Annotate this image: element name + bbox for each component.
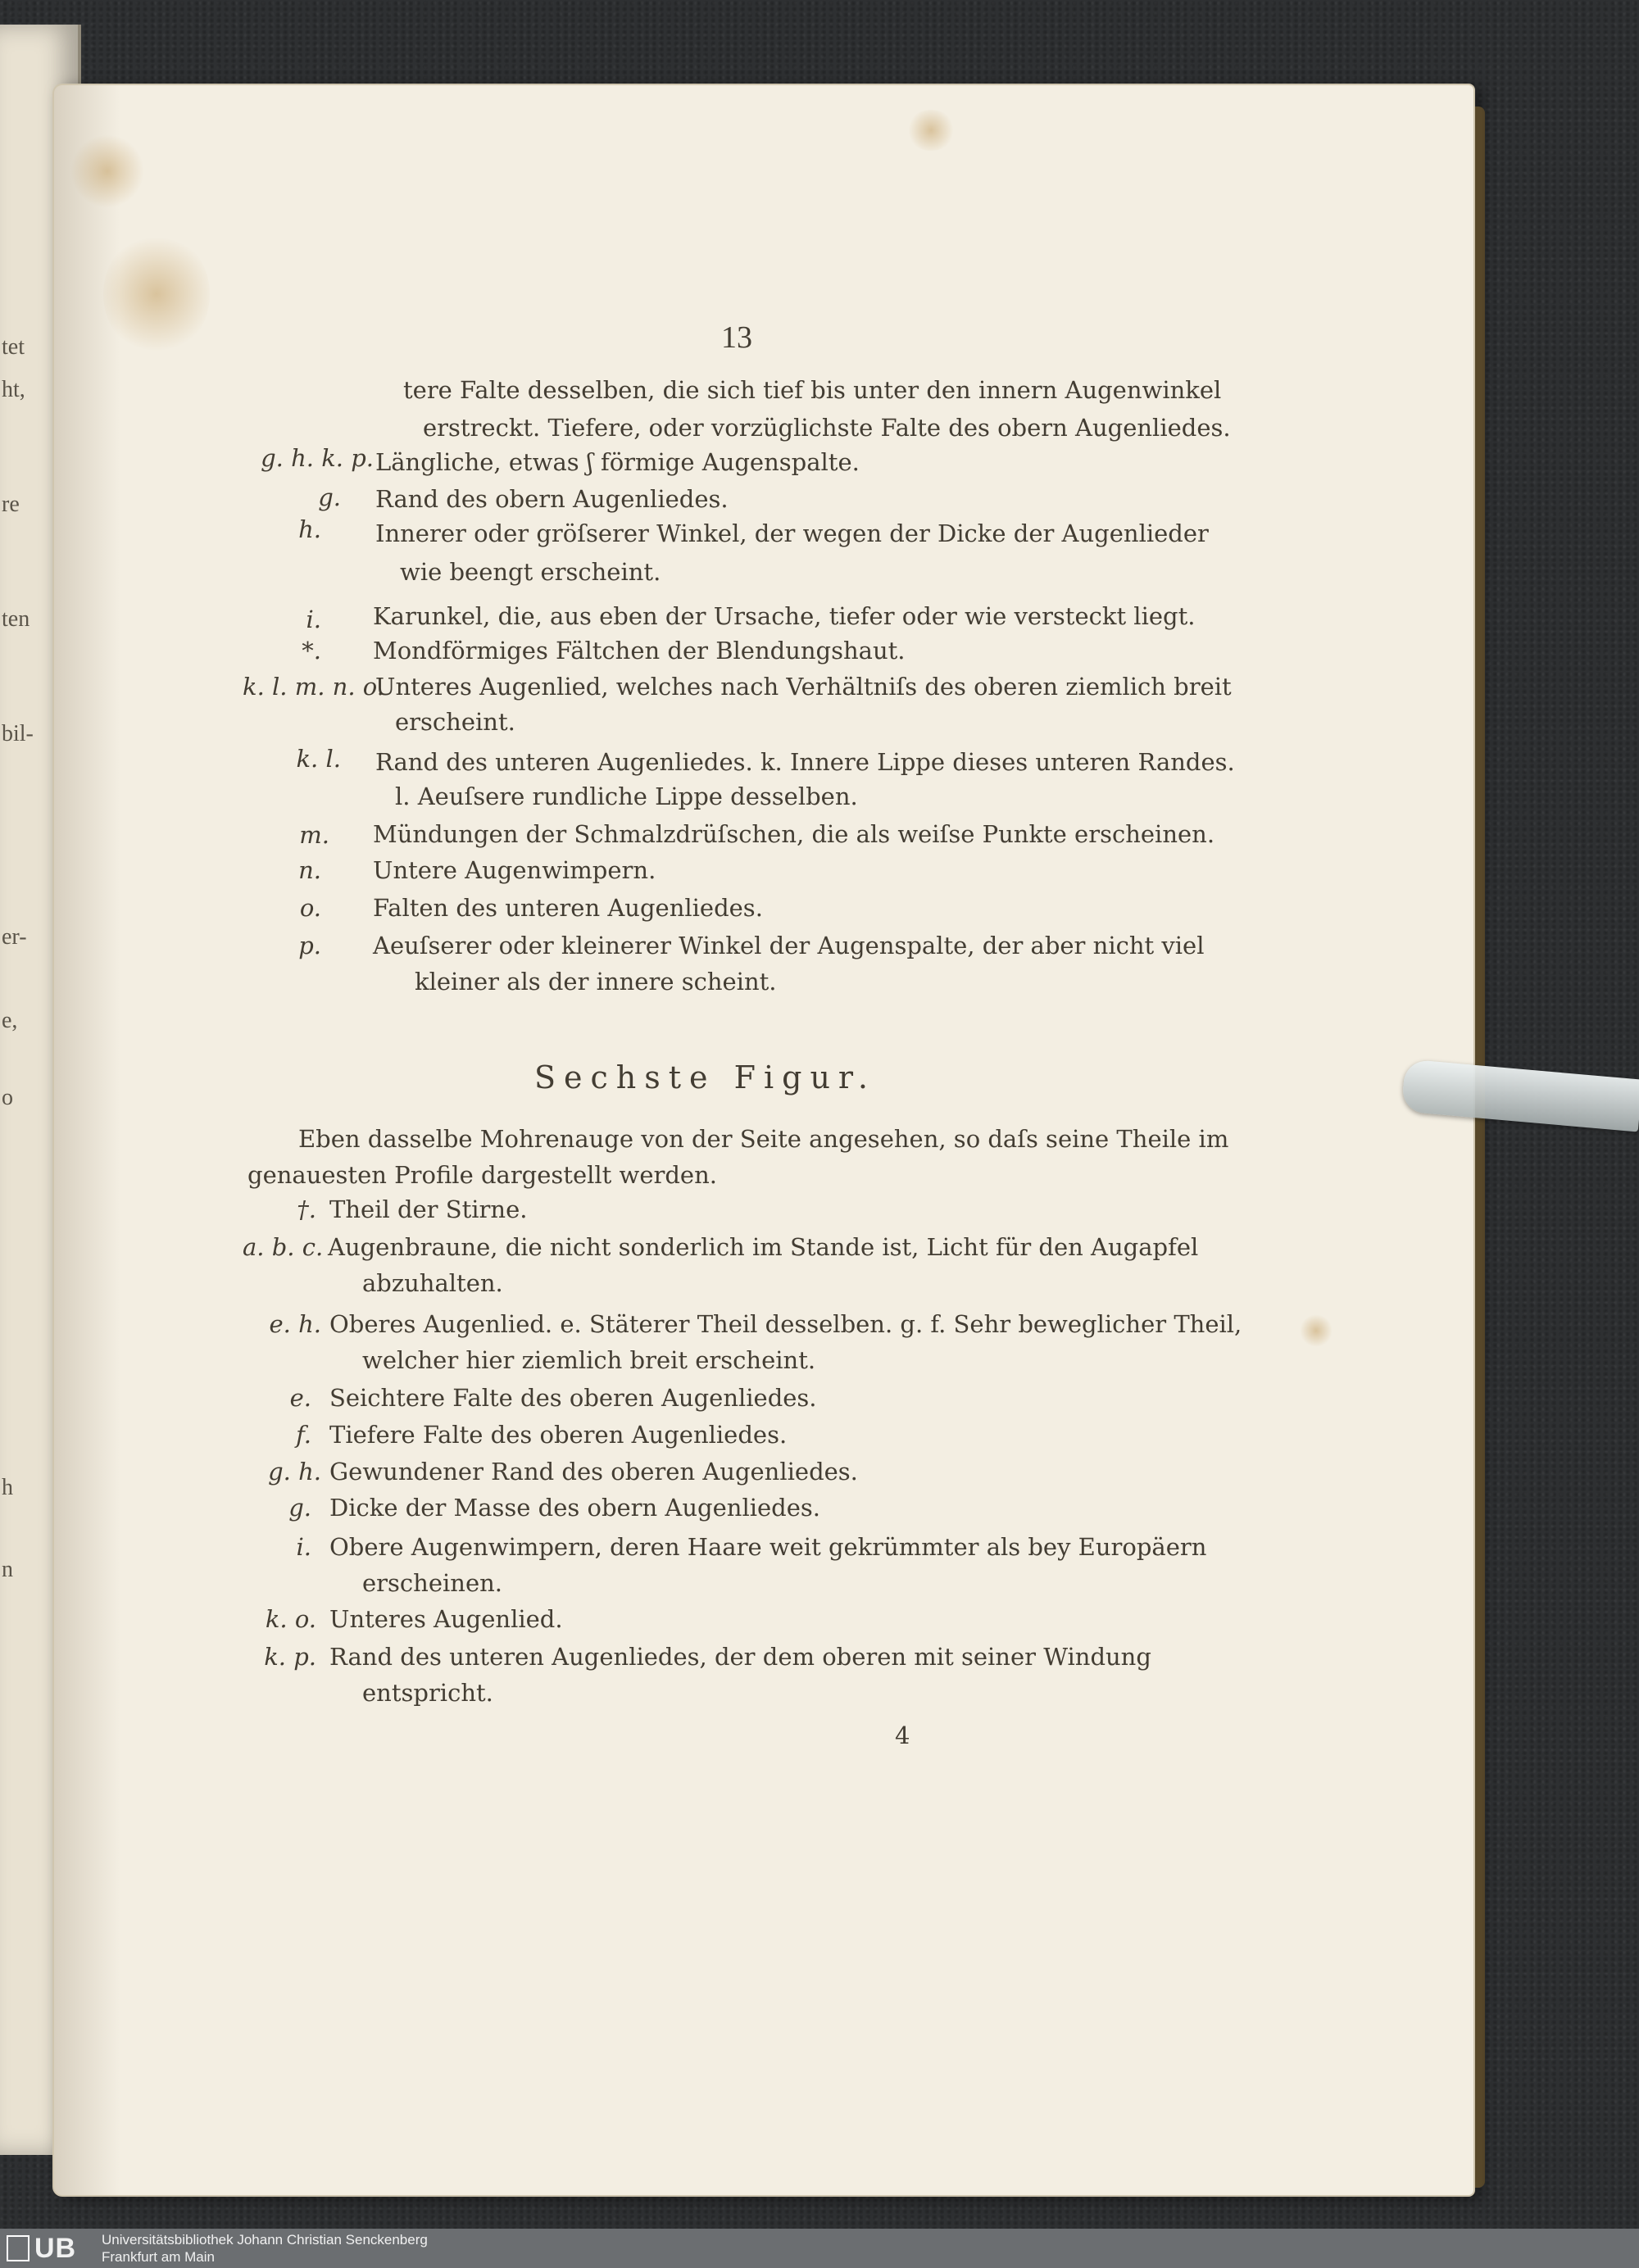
left-page-fragment: ht, <box>2 377 25 402</box>
entry-line: tere Falte desselben, die sich tief bis unter den innern Augenwinkel <box>403 376 1222 404</box>
library-logo[interactable] <box>7 2234 76 2263</box>
entry-line: Längliche, etwas ʃ förmige Augenspalte. <box>375 448 860 476</box>
entry-label: e. <box>289 1384 311 1412</box>
entry-label: i. <box>306 606 321 633</box>
entry-label: k. o. <box>265 1605 316 1633</box>
entry-line: Tiefere Falte des oberen Augenliedes. <box>329 1421 788 1449</box>
footer-institution: Universitätsbibliothek Johann Christian Senckenberg <box>102 2232 428 2248</box>
entry-line: Mündungen der Schmalzdrüſschen, die als weiſse Punkte erscheinen. <box>373 820 1215 848</box>
entry-label: k. p. <box>264 1643 316 1671</box>
entry-label: f. <box>296 1421 311 1449</box>
entry-line: Aeuſserer oder kleinerer Winkel der Augenspalte, der aber nicht viel <box>373 932 1205 959</box>
entry-label: e. h. <box>269 1310 321 1338</box>
footer-city: Frankfurt am Main <box>102 2249 215 2265</box>
left-page-fragment: tet <box>2 334 25 360</box>
entry-label: g. <box>288 1494 311 1522</box>
entry-label: n. <box>298 856 321 884</box>
page-number: 13 <box>721 320 752 355</box>
entry-label: g. <box>318 483 341 511</box>
entry-line: Unteres Augenlied. <box>329 1605 563 1633</box>
left-page-fragment: er- <box>2 924 27 950</box>
entry-line: Mondförmiges Fältchen der Blendungshaut. <box>373 637 906 665</box>
entry-line: Obere Augenwimpern, deren Haare weit gekrümmter als bey Europäern <box>329 1533 1207 1561</box>
left-page-fragment: o <box>2 1085 13 1110</box>
entry-line: welcher hier ziemlich breit erscheint. <box>362 1346 816 1374</box>
entry-line: Untere Augenwimpern. <box>373 856 656 884</box>
entry-line: wie beengt erscheint. <box>400 558 661 586</box>
entry-label: k. l. m. n. o. <box>243 673 384 701</box>
entry-line: l. Aeuſsere rundliche Lippe desselben. <box>395 782 858 810</box>
entry-label: o. <box>299 894 321 922</box>
section-heading: Sechste Figur. <box>534 1059 877 1095</box>
signature-mark: 4 <box>895 1721 910 1749</box>
entry-label: k. l. <box>296 745 341 773</box>
entry-line: Seichtere Falte des oberen Augenliedes. <box>329 1384 817 1412</box>
entry-line: erstreckt. Tiefere, oder vorzüglichste Falte des obern Augenliedes. <box>423 414 1231 442</box>
entry-line: Rand des unteren Augenliedes, der dem oberen mit seiner Windung <box>329 1643 1151 1671</box>
entry-label: †. <box>297 1195 316 1223</box>
entry-line: abzuhalten. <box>362 1269 503 1297</box>
entry-label: *. <box>302 637 321 665</box>
left-page-fragment: n <box>2 1557 13 1582</box>
entry-label: m. <box>299 821 329 849</box>
entry-line: kleiner als der innere scheint. <box>415 968 777 996</box>
entry-label: a. b. c. <box>243 1233 324 1261</box>
intro-line: genauesten Profile dargestellt werden. <box>247 1161 717 1189</box>
entry-line: Augenbraune, die nicht sonderlich im Stande ist, Licht für den Augapfel <box>328 1233 1199 1261</box>
entry-label: g. h. <box>268 1458 321 1486</box>
entry-line: erscheinen. <box>362 1569 502 1597</box>
logo-mark-icon <box>7 2235 30 2261</box>
entry-label: h. <box>298 515 321 543</box>
entry-line: Gewundener Rand des oberen Augenliedes. <box>329 1458 858 1486</box>
left-page-fragment: bil- <box>2 721 34 746</box>
left-page-fragment: ten <box>2 606 30 632</box>
entry-label: g. h. k. p. <box>261 444 374 472</box>
entry-line: Falten des unteren Augenliedes. <box>373 894 763 922</box>
entry-line: Innerer oder gröſserer Winkel, der wegen der Dicke der Augenlieder <box>375 519 1209 547</box>
left-page-fragment: e, <box>2 1008 18 1033</box>
intro-line: Eben dasselbe Mohrenauge von der Seite angesehen, so daſs seine Theile im <box>298 1125 1229 1153</box>
entry-line: Dicke der Masse des obern Augenliedes. <box>329 1494 820 1522</box>
entry-line: Oberes Augenlied. e. Stäterer Theil desselben. g. f. Sehr beweglicher Theil, <box>329 1310 1242 1338</box>
footer-bar <box>0 2229 1639 2268</box>
entry-label: i. <box>296 1533 311 1561</box>
entry-line: Karunkel, die, aus eben der Ursache, tiefer oder wie versteckt liegt. <box>373 602 1196 630</box>
logo-text: UB <box>34 2232 77 2264</box>
entry-line: Theil der Stirne. <box>329 1195 528 1223</box>
left-page-fragment: h <box>2 1475 13 1500</box>
entry-label: p. <box>298 932 321 959</box>
entry-line: Rand des unteren Augenliedes. k. Innere Lippe dieses unteren Randes. <box>375 748 1235 776</box>
entry-line: erscheint. <box>395 708 515 736</box>
entry-line: Unteres Augenlied, welches nach Verhältniſs des oberen ziemlich breit <box>375 673 1232 701</box>
entry-line: entspricht. <box>362 1679 493 1707</box>
left-page-fragment: re <box>2 492 20 517</box>
entry-line: Rand des obern Augenliedes. <box>375 485 729 513</box>
